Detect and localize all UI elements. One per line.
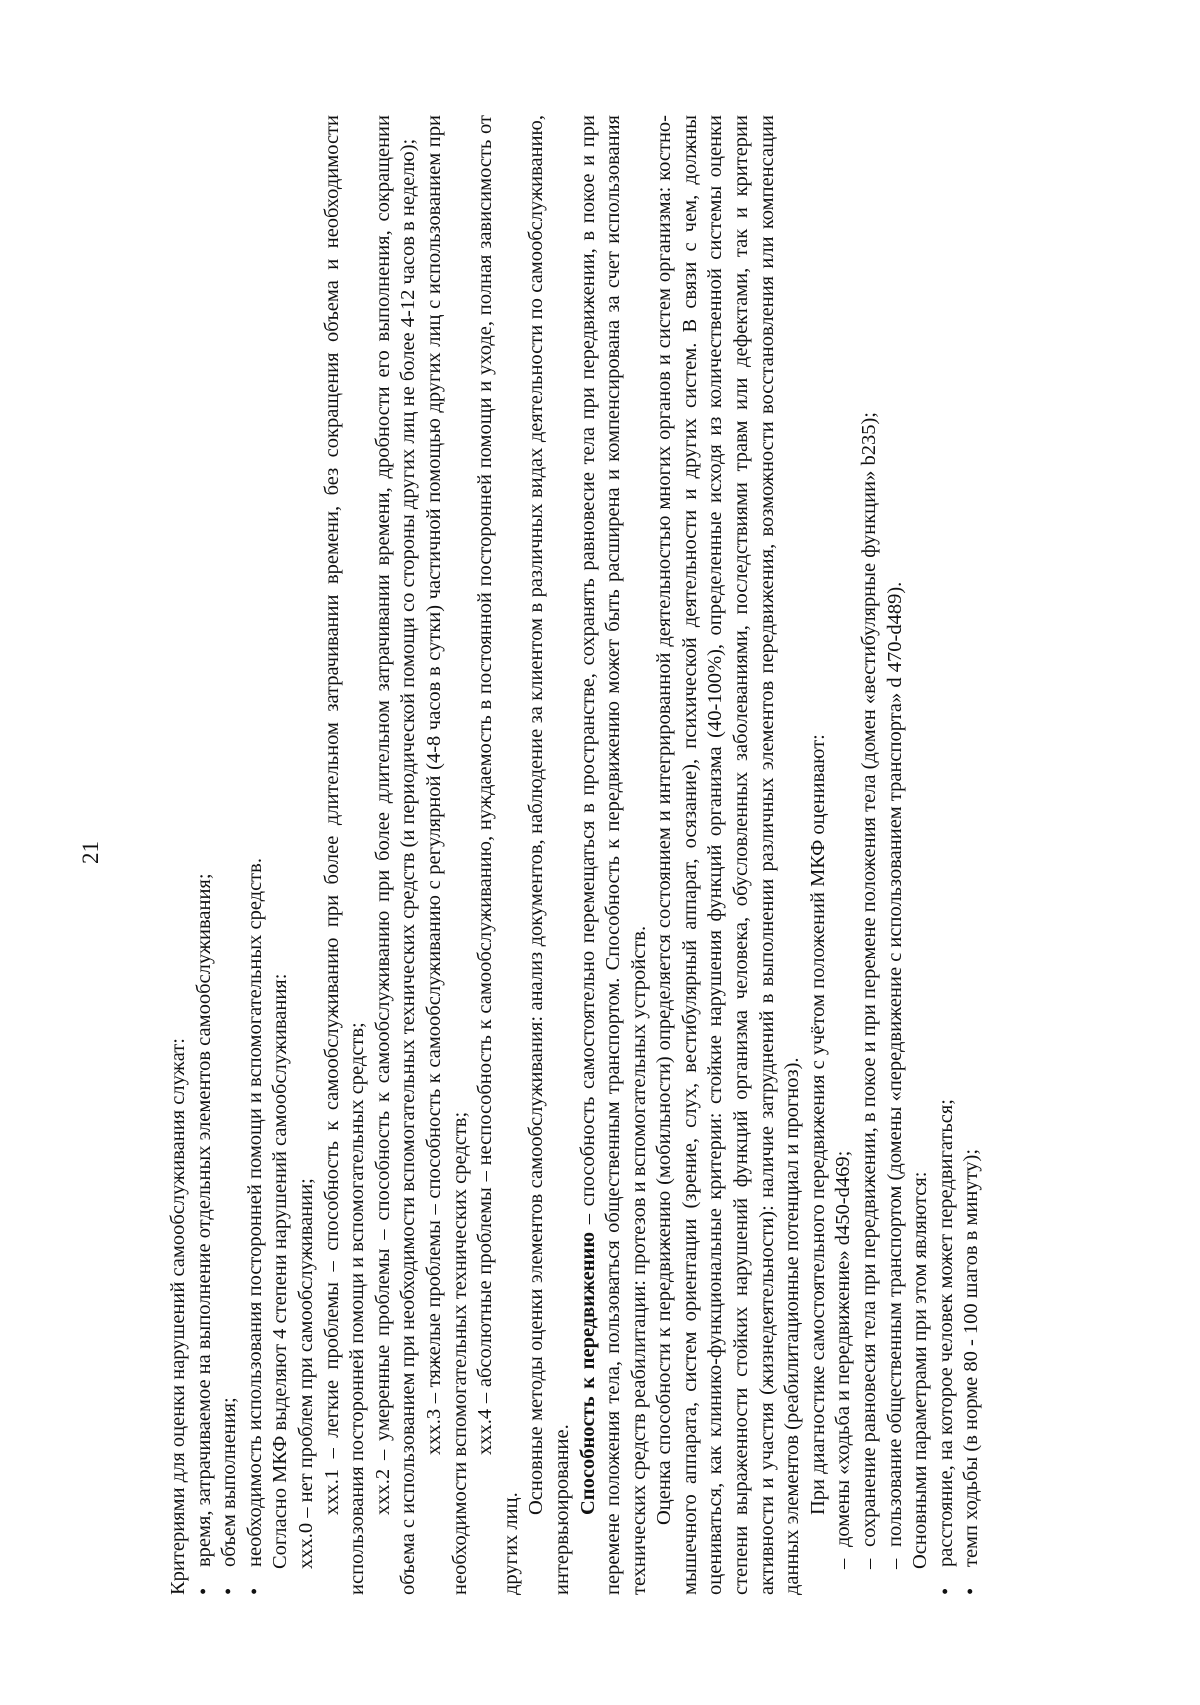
bullet-list-item — [192, 115, 218, 1595]
paragraph: ххх.4 – абсолютные проблемы – неспособность к самообслуживанию, нуждаемость в постоянной посторонней помощи и уходе, полная зависимость от других лиц. — [474, 115, 522, 1595]
list-item-text: пользование общественным транспортом (домены «передвижение с использованием транспорта» d 470-d489). — [883, 581, 906, 1547]
list-item-text: темп ходьбы (в норме 80 - 100 шагов в минуту); — [960, 1148, 983, 1567]
bullet-list-item — [217, 115, 243, 1595]
bullet-list-item — [243, 115, 269, 1595]
list-item-text: время, затрачиваемое на выполнение отдельных элементов самообслуживания; — [192, 873, 215, 1567]
paragraph: ххх.0 – нет проблем при самообслуживании; — [294, 1178, 317, 1569]
bullet-marker: • — [243, 1587, 266, 1595]
list-item-text: объем выполнения; — [218, 1397, 241, 1567]
bullet-marker: • — [934, 1587, 957, 1595]
dash-marker: – — [858, 1558, 881, 1569]
paragraph — [576, 115, 653, 1595]
bullet-list-item — [959, 115, 985, 1595]
paragraph: При диагностике самостоятельного передвижения с учётом положений МКФ оценивают: — [806, 734, 829, 1515]
term-heading: Способность к передвижению — [576, 1231, 599, 1515]
paragraph: ххх.1 – легкие проблемы – способность к самообслуживанию при более длительном затрачивании времени, без сокращения объема и необходимости использования посторонней помощи и вспомогательных средств; — [320, 115, 369, 1595]
list-item-text: расстояние, на которое человек может передвигаться; — [934, 1099, 957, 1567]
list-item-text: сохранение равновесия тела при передвижении, в покое и при перемене положения тела (домен «вестибулярные функции» b235); — [858, 412, 881, 1547]
dash-marker: – — [883, 1558, 906, 1569]
list-item-text: домены «ходьба и передвижение» d450-d469; — [832, 1150, 855, 1547]
dash-list-item — [831, 115, 857, 1595]
bullet-marker: • — [218, 1587, 241, 1595]
paragraph: Оценка способности к передвижению (мобильности) определяется состоянием и интегрированной деятельностью многих органов и систем организма: костно-мышечного аппарата, систем ориентации (зрение, слух, вестибулярный аппарат, осязание), психической деятельности и других систем. В связи с чем, должны оцениваться, как клинико-функциональные критерии: стойкие нарушения функций организма (40-100%), определенные исходя из количественной системы оценки степени выраженности стойких нарушений функций организма человека, обусловленных заболеваниями, последствиями травм или дефектами, так и критерии активности и участия (жизнедеятельности): наличие затруднений в выполнении различных элементов передвижения, возможности восстановления или компенсации данных элементов (реабилитационные потенциал и прогноз). — [653, 115, 804, 1595]
bullet-marker: • — [960, 1587, 983, 1595]
paragraph: Основными параметрами при этом являются: — [909, 1171, 932, 1569]
document-body — [166, 115, 985, 1595]
list-item-text: необходимость использования посторонней помощи и вспомогательных средств. — [243, 858, 266, 1567]
paragraph: ххх.3 – тяжелые проблемы – способность к самообслуживанию с регулярной (4-8 часов в сутки) частичной помощью других лиц с использованием при необходимости вспомогательных технических средств; — [422, 115, 471, 1595]
paragraph: Критериями для оценки нарушений самообслуживания служат: — [167, 1038, 189, 1595]
dash-list-item — [857, 115, 883, 1595]
paragraph: ххх.2 – умеренные проблемы – способность к самообслуживанию при более длительном затрачивании времени, дробности его выполнения, сокращении объема с использованием при необходимости вспомогательных технических средств (и периодической помощи со стороны других лиц не более 4-12 часов в неделю); — [371, 115, 420, 1595]
paragraph: Согласно МКФ выделяют 4 степени нарушений самообслуживания: — [269, 973, 292, 1569]
page-number: 21 — [78, 841, 103, 864]
dash-list-item — [883, 115, 909, 1595]
dash-marker: – — [832, 1558, 855, 1569]
bullet-list-item — [934, 115, 960, 1595]
paragraph: Основные методы оценки элементов самообслуживания: анализ документов, наблюдение за клиентом в различных видах деятельности по самообслуживанию, интервьюирование. — [525, 115, 573, 1595]
paragraph-text: – способность самостоятельно перемещаться в пространстве, сохранять равновесие тела при передвижении, в покое и при перемене положения тела, пользоваться общественным транспортом. Способность к передвижению может быть расширена и компенсирована за счет использования технических средств реабилитации: протезов и вспомогательных устройств. — [576, 115, 650, 1595]
bullet-marker: • — [192, 1587, 215, 1595]
